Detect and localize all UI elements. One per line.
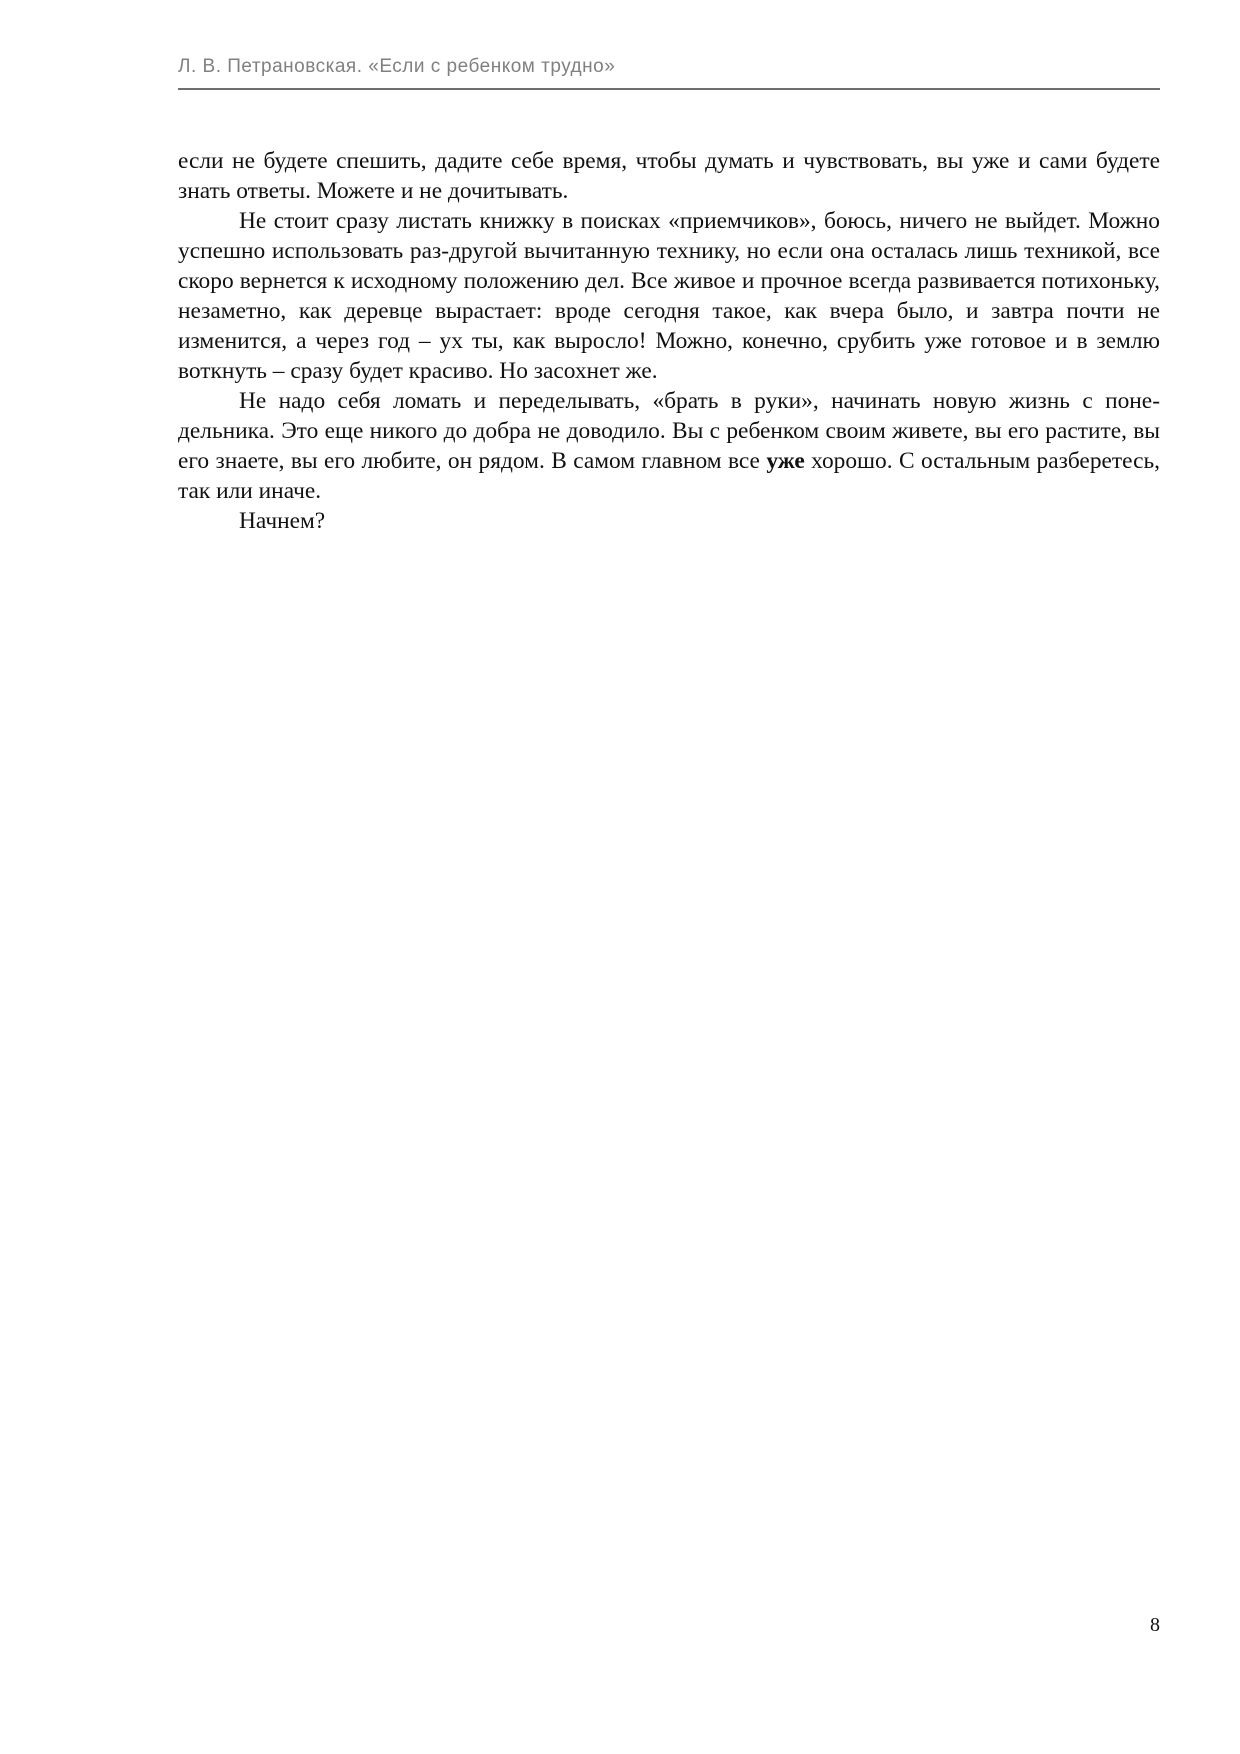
page-number: 8 bbox=[1150, 1614, 1160, 1636]
paragraph-text: хорошо. С остальным разберетесь, так или иначе. bbox=[178, 448, 1160, 504]
paragraph bbox=[178, 386, 1160, 506]
emphasized-word: уже bbox=[766, 448, 805, 474]
paragraph: Не стоит сразу листать книжку в поисках «приемчиков», боюсь, ничего не выйдет. Можно успешно использовать раз-другой вычитанную технику, но если она осталась лишь техникой, все скоро вернется к исходному положению дел. Все живое и прочное всегда развивается потихоньку, незаметно, как деревце вырастает: вроде сегодня такое, как вчера было, и завтра почти не изменится, а через год – ух ты, как выросло! Можно, конечно, срубить уже готовое и в землю воткнуть – сразу будет красиво. Но засохнет же. bbox=[178, 208, 1160, 384]
paragraph: Начнем? bbox=[239, 508, 326, 534]
paragraph-continuation: если не будете спешить, дадите себе время, чтобы думать и чувствовать, вы уже и сами будете знать ответы. Можете и не дочитывать. bbox=[178, 148, 1160, 204]
header-rule bbox=[178, 88, 1160, 90]
running-header: Л. В. Петрановская. «Если с ребенком трудно» bbox=[178, 56, 616, 77]
body-text bbox=[178, 146, 1160, 536]
paragraph-text: Не надо себя ломать и переделывать, «брать в руки», начинать новую жизнь с понедельника. Это еще никого до добра не доводило. Вы с ребенком своим живете, вы его растите, вы его знаете, вы его любите, он рядом. В самом главном все bbox=[178, 388, 1160, 474]
